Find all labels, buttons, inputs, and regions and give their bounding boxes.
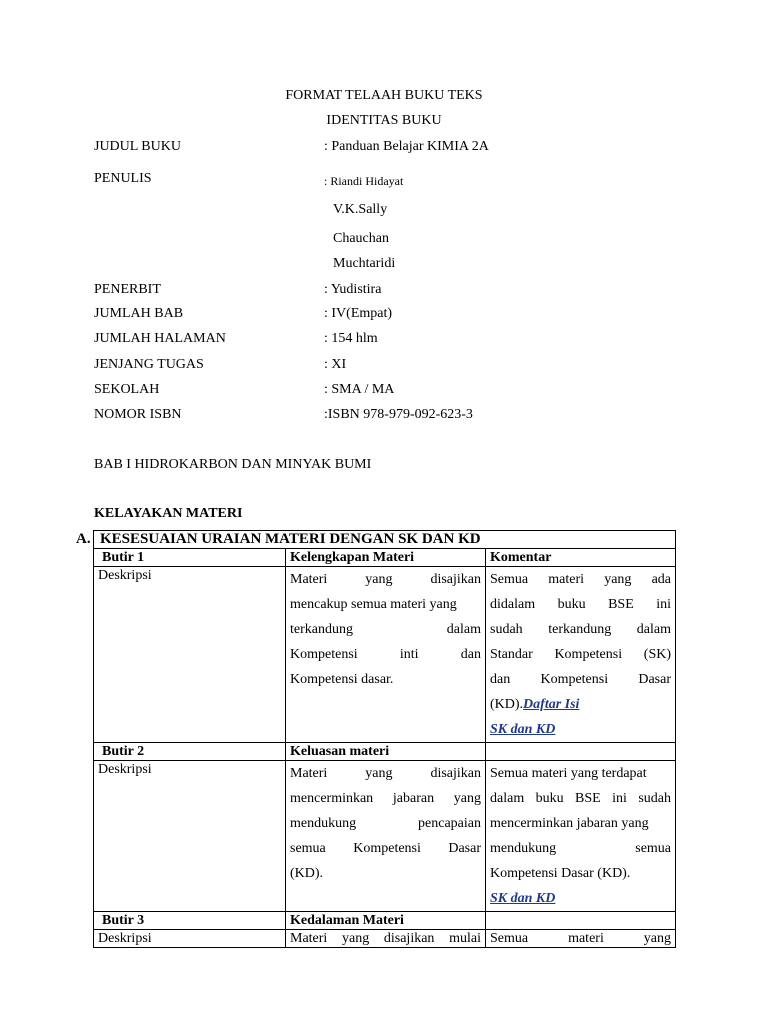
butir-2-criterion: Keluasan materi xyxy=(286,743,486,761)
jumlah-halaman-label: JUMLAH HALAMAN xyxy=(94,331,226,346)
materi-line: semua Kompetensi Dasar xyxy=(290,841,481,856)
isbn-value: :ISBN 978-979-092-623-3 xyxy=(324,407,473,422)
jumlah-halaman-value: : 154 hlm xyxy=(324,331,378,346)
komentar-line: Semua materi yang ada xyxy=(490,572,672,587)
materi-line: Kompetensi dasar. xyxy=(290,672,394,687)
table-row xyxy=(94,761,676,912)
empty-cell xyxy=(486,743,676,761)
butir-3-komentar: Semua materi yang xyxy=(486,930,676,948)
butir-1-label: Butir 1 xyxy=(94,549,286,567)
komentar-line: Standar Kompetensi (SK) xyxy=(490,647,672,662)
penulis-label: PENULIS xyxy=(94,171,152,186)
jenjang-label: JENJANG TUGAS xyxy=(94,357,204,372)
section-marker: A. xyxy=(76,531,91,547)
materi-line: (KD). xyxy=(290,866,324,881)
butir-1-materi xyxy=(286,567,486,743)
table-row xyxy=(94,912,676,930)
review-table xyxy=(93,530,676,948)
komentar-line: mencerminkan jabaran yang xyxy=(490,816,649,831)
judul-value: : Panduan Belajar KIMIA 2A xyxy=(324,139,489,154)
table-title: KESESUAIAN URAIAN MATERI DENGAN SK DAN KD xyxy=(94,531,676,549)
komentar-line: (KD). xyxy=(490,697,524,712)
penulis-value: : Riandi Hidayat xyxy=(324,174,404,188)
jumlah-bab-value: : IV(Empat) xyxy=(324,306,393,321)
butir-1-criterion: Kelengkapan Materi xyxy=(286,549,486,567)
penulis-3: Chauchan xyxy=(333,231,389,246)
sekolah-label: SEKOLAH xyxy=(94,382,160,397)
komentar-line-with-link xyxy=(490,692,671,717)
daftar-isi-link[interactable]: Daftar Isi xyxy=(523,697,580,712)
butir-3-desc: Deskripsi xyxy=(94,930,286,948)
jenjang-value: : XI xyxy=(324,357,347,372)
table-row xyxy=(94,930,676,948)
butir-2-desc: Deskripsi xyxy=(94,761,286,912)
komentar-line: dalam buku BSE ini sudah xyxy=(490,791,672,806)
komentar-line: dan Kompetensi Dasar xyxy=(490,672,672,687)
materi-line: Kompetensi inti dan xyxy=(290,647,481,662)
butir-1-komentar xyxy=(486,567,676,743)
materi-line: Materi yang disajikan xyxy=(290,572,481,587)
penerbit-value: : Yudistira xyxy=(324,282,382,297)
komentar-line: didalam buku BSE ini xyxy=(490,597,672,612)
penerbit-label: PENERBIT xyxy=(94,282,161,297)
materi-line: mencerminkan jabaran yang xyxy=(290,791,481,806)
table-row xyxy=(94,567,676,743)
butir-2-materi xyxy=(286,761,486,912)
komentar-header: Komentar xyxy=(486,549,676,567)
komentar-line: sudah terkandung dalam xyxy=(490,622,672,637)
materi-line: terkandung dalam xyxy=(290,622,481,637)
butir-3-criterion: Kedalaman Materi xyxy=(286,912,486,930)
penulis-4: Muchtaridi xyxy=(333,256,396,271)
chapter-heading: BAB I HIDROKARBON DAN MINYAK BUMI xyxy=(94,457,372,472)
materi-line: Materi yang disajikan xyxy=(290,766,481,781)
section-heading: KELAYAKAN MATERI xyxy=(94,506,243,521)
sk-kd-link[interactable]: SK dan KD xyxy=(490,722,556,737)
komentar-line: Semua materi yang terdapat xyxy=(490,766,647,781)
sk-kd-link-2[interactable]: SK dan KD xyxy=(490,891,556,906)
penulis-2: V.K.Sally xyxy=(333,202,388,217)
empty-cell xyxy=(486,912,676,930)
butir-3-label: Butir 3 xyxy=(94,912,286,930)
table-title-row xyxy=(94,531,676,549)
judul-label: JUDUL BUKU xyxy=(94,139,181,154)
komentar-line: mendukung semua xyxy=(490,841,672,856)
document-subtitle: IDENTITAS BUKU xyxy=(326,113,442,128)
table-row xyxy=(94,549,676,567)
jumlah-bab-label: JUMLAH BAB xyxy=(94,306,184,321)
sekolah-value: : SMA / MA xyxy=(324,382,395,397)
butir-1-desc: Deskripsi xyxy=(94,567,286,743)
butir-2-label: Butir 2 xyxy=(94,743,286,761)
butir-3-materi: Materi yang disajikan mulai xyxy=(286,930,486,948)
materi-line: mencakup semua materi yang xyxy=(290,597,457,612)
butir-2-komentar xyxy=(486,761,676,912)
table-row xyxy=(94,743,676,761)
document-title: FORMAT TELAAH BUKU TEKS xyxy=(285,88,483,103)
isbn-label: NOMOR ISBN xyxy=(94,407,182,422)
materi-line: mendukung pencapaian xyxy=(290,816,481,831)
komentar-line: Kompetensi Dasar (KD). xyxy=(490,866,631,881)
